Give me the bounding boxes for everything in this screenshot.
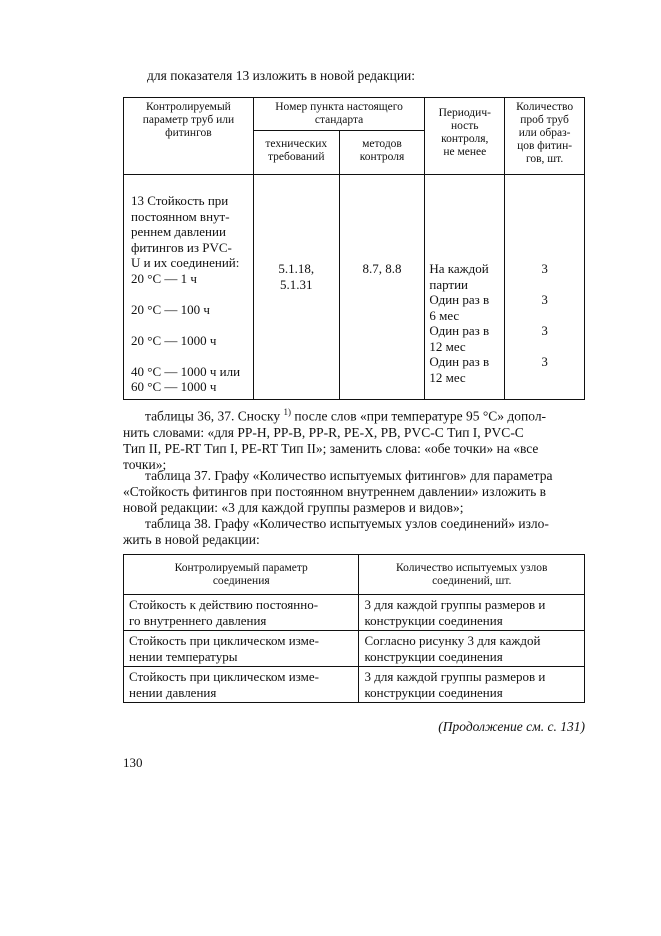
row-param: 13 Стойкость при постоянном внут- реннем давлении фитингов из PVC- U и их соединений: 20 °С — 1 ч 20 °С — 100 ч 20 °С — 1000 ч 40 °С — 1000 ч или 60 °С — 1000 ч [124, 175, 254, 400]
continuation-note: (Продолжение см. с. 131) [438, 719, 585, 734]
table-cell: Стойкость к действию постоянно- го внутреннего давления [124, 595, 359, 631]
table-row [124, 595, 585, 631]
table-cell: Стойкость при циклическом изме- нении давления [124, 667, 359, 703]
paragraph-table38: таблица 38. Графу «Количество испытуемых узлов соединений» изло- жить в новой редакции: [123, 516, 549, 547]
table-test-parameters [123, 97, 585, 400]
header-param: Контролируемый параметр труб или фитингов [124, 98, 254, 175]
table-cell: 3 для каждой группы размеров и конструкции соединения [359, 595, 585, 631]
header-tech: технических требований [253, 131, 339, 175]
row-count: 3 3 3 3 [505, 175, 585, 400]
row-methods: 8.7, 8.8 [339, 175, 425, 400]
table-row [124, 175, 585, 400]
row-tech: 5.1.18, 5.1.31 [253, 175, 339, 400]
intro-text: для показателя 13 изложить в новой редакции: [147, 68, 416, 83]
header-period: Периодич- ность контроля, не менее [425, 98, 505, 175]
table-cell: Согласно рисунку 3 для каждой конструкции соединения [359, 631, 585, 667]
table-row [124, 631, 585, 667]
header-joint-count: Количество испытуемых узлов соединений, шт. [359, 555, 585, 595]
header-joint-param: Контролируемый параметр соединения [124, 555, 359, 595]
paragraph-table37: таблица 37. Графу «Количество испытуемых фитингов» для параметра «Стойкость фитингов при постоянном внутреннем давлении» изложить в новой редакции: «3 для каждой группы размеров и видов»; [123, 468, 553, 515]
header-clause: Номер пункта настоящего стандарта [253, 98, 425, 131]
paragraph-footnote-change: таблицы 36, 37. Сноску $^{1)}$ после слов «при температуре 95 °С» допол- нить словами: «для PP-H, PP-B, PP-R, PE-X, PB, PVC-C Тип I, PVC-C Тип II, PE-RT Тип I, PE-RT Тип II»; заменить слова: «обе точки» на «все точки»; [123, 407, 547, 472]
header-count: Количество проб труб или образ- цов фитин- гов, шт. [505, 98, 585, 175]
table-joint-parameters [123, 554, 585, 703]
table-cell: Стойкость при циклическом изме- нении температуры [124, 631, 359, 667]
table-row [124, 667, 585, 703]
row-period: На каждой партии Один раз в 6 мес Один раз в 12 мес Один раз в 12 мес [425, 175, 505, 400]
header-methods: методов контроля [339, 131, 425, 175]
page-number: 130 [123, 755, 143, 770]
table-cell: 3 для каждой группы размеров и конструкции соединения [359, 667, 585, 703]
